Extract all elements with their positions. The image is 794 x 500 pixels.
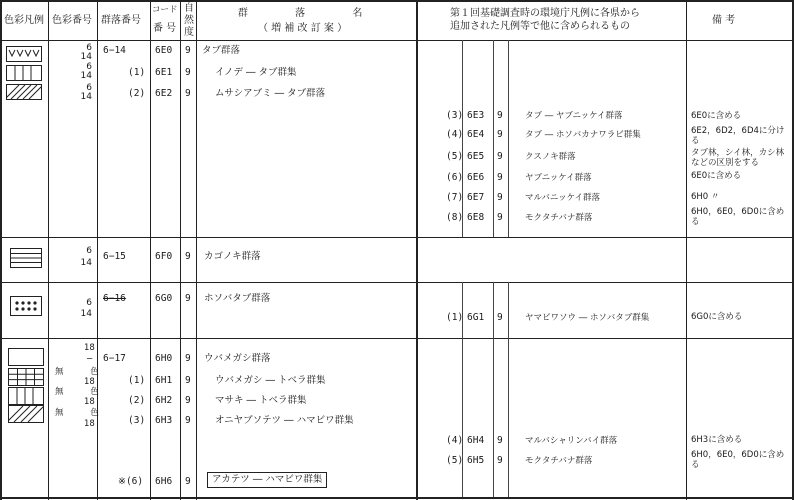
added-naturalness: 9 <box>497 455 503 466</box>
added-name: マルバシャリンバイ群落 <box>525 436 618 446</box>
code-number: 6E2 <box>155 88 173 99</box>
header-color-number: 色彩番号 <box>52 15 92 26</box>
code-number: 6E1 <box>155 67 173 78</box>
col-divider <box>180 0 181 500</box>
added-number: (4) <box>446 435 464 446</box>
community-name: ホソバタブ群落 <box>204 293 271 304</box>
community-name: ウバメガシ ― トベラ群集 <box>215 375 326 386</box>
added-code: 6E3 <box>467 110 485 121</box>
sub-col-divider <box>462 338 463 497</box>
code-number: 6F0 <box>155 251 173 262</box>
color-number: 6 <box>86 83 92 93</box>
header-bottom-line <box>0 40 794 41</box>
header-survey-bottom: 追加された凡例等で他に含められるもの <box>450 21 630 32</box>
col-divider <box>48 0 49 500</box>
header-naturalness-2: 然 <box>184 15 194 26</box>
color-number: 6 <box>86 43 92 53</box>
added-number: (5) <box>446 455 464 466</box>
naturalness-value: 9 <box>185 476 191 487</box>
community-number: 6−16 <box>103 293 126 304</box>
added-name: ヤブニッケイ群落 <box>525 173 592 183</box>
remark: 6G0に含める <box>691 312 743 322</box>
community-number: 6−14 <box>103 45 126 56</box>
color-number: 14 <box>80 309 92 319</box>
added-naturalness: 9 <box>497 129 503 140</box>
header-community-name-sub: （ 増 補 改 訂 案 ） <box>258 23 348 34</box>
code-number: 6H1 <box>155 375 173 386</box>
header-community-number: 群落番号 <box>101 15 141 26</box>
color-number: 18 <box>84 343 95 353</box>
color-number: 6 <box>86 298 92 308</box>
col-divider <box>686 0 687 500</box>
color-number: 6 <box>86 62 92 72</box>
color-number: 無 色 <box>55 408 99 418</box>
code-number: 6G0 <box>155 293 173 304</box>
sub-col-divider <box>493 338 494 497</box>
color-number: 14 <box>80 52 92 62</box>
sub-col-divider <box>493 282 494 338</box>
community-name: ウバメガシ群落 <box>204 353 271 364</box>
color-number: 無 色 <box>55 387 99 397</box>
color-number: 14 <box>80 258 92 268</box>
section-divider <box>0 237 794 238</box>
added-code: 6H4 <box>467 435 485 446</box>
color-number: 6 <box>86 246 92 256</box>
sub-col-divider <box>508 338 509 497</box>
added-code: 6H5 <box>467 455 485 466</box>
added-name: ヤマビワソウ ― ホソバタブ群集 <box>525 313 650 323</box>
header-naturalness-3: 度 <box>184 27 194 38</box>
remark: タブ林，シイ林，カシ林などの区別をする <box>691 148 785 169</box>
naturalness-value: 9 <box>185 45 191 56</box>
community-number: (1) <box>128 67 146 78</box>
code-number: 6H0 <box>155 353 173 364</box>
added-naturalness: 9 <box>497 435 503 446</box>
section-divider <box>0 282 794 283</box>
naturalness-value: 9 <box>185 375 191 386</box>
color-number: 18 <box>84 397 95 407</box>
color-number: 18 <box>84 377 95 387</box>
header-naturalness-1: 自 <box>184 3 194 14</box>
added-naturalness: 9 <box>497 151 503 162</box>
added-naturalness: 9 <box>497 192 503 203</box>
added-code: 6G1 <box>467 312 485 323</box>
added-code: 6E6 <box>467 172 485 183</box>
community-number: (2) <box>128 88 146 99</box>
remark: 6H3に含める <box>691 435 743 445</box>
added-naturalness: 9 <box>497 110 503 121</box>
swatch-diagonal <box>6 84 42 100</box>
remark: 6H0，6E0，6D0に含める <box>691 450 785 471</box>
community-number: (1) <box>128 375 146 386</box>
header-remarks: 備 考 <box>712 15 736 26</box>
code-number: 6H3 <box>155 415 173 426</box>
header-community-name: 群 落 名 <box>238 8 385 19</box>
added-name: タブ ― ホソバカナワラビ群集 <box>525 130 641 140</box>
table-border-top <box>0 0 794 2</box>
col-divider <box>196 0 197 500</box>
added-number: (4) <box>446 129 464 140</box>
added-name: モクタチバナ群落 <box>525 456 593 466</box>
sub-col-divider <box>462 282 463 338</box>
added-number: (6) <box>446 172 464 183</box>
naturalness-value: 9 <box>185 395 191 406</box>
added-naturalness: 9 <box>497 172 503 183</box>
sub-col-divider <box>493 40 494 237</box>
remark: 6E2，6D2，6D4に分ける <box>691 126 785 147</box>
swatch-blank <box>8 348 44 366</box>
swatch-grid <box>8 368 44 386</box>
added-name: クスノキ群落 <box>525 152 576 162</box>
added-code: 6E4 <box>467 129 485 140</box>
sub-col-divider <box>508 40 509 237</box>
col-divider <box>150 0 151 500</box>
swatch-dots <box>10 296 42 316</box>
added-code: 6E7 <box>467 192 485 203</box>
community-name: ムサシアブミ ― タブ群落 <box>215 88 326 99</box>
added-name: モクタチバナ群落 <box>525 213 593 223</box>
sub-col-divider <box>508 282 509 338</box>
added-name: タブ ― ヤブニッケイ群落 <box>525 111 623 121</box>
added-name: マルバニッケイ群落 <box>525 193 600 203</box>
swatch-diagonal <box>8 405 44 423</box>
added-number: (5) <box>446 151 464 162</box>
col-divider <box>97 0 98 500</box>
code-number: 6H6 <box>155 476 173 487</box>
community-number: (2) <box>128 395 146 406</box>
color-number: 14 <box>80 71 92 81</box>
swatch-vlines <box>8 387 44 405</box>
header-survey-top: 第１回基礎調査時の環境庁凡例に各県から <box>450 8 640 19</box>
added-number: (8) <box>446 212 464 223</box>
color-number: 18 <box>84 419 95 429</box>
added-code: 6E5 <box>467 151 485 162</box>
table-border-left <box>0 0 2 500</box>
naturalness-value: 9 <box>185 293 191 304</box>
community-number: 6−15 <box>103 251 126 262</box>
table-border-bottom <box>0 497 794 499</box>
community-name: マサキ ― トベラ群集 <box>215 395 307 406</box>
code-number: 6E0 <box>155 45 173 56</box>
swatch-wave <box>6 46 42 62</box>
naturalness-value: 9 <box>185 353 191 364</box>
swatch-hlines <box>10 248 42 268</box>
code-number: 6H2 <box>155 395 173 406</box>
added-naturalness: 9 <box>497 312 503 323</box>
community-name: イノデ ― タブ群集 <box>215 67 297 78</box>
header-code-top: コード <box>152 5 178 15</box>
header-color-example: 色彩凡例 <box>4 15 44 26</box>
community-number: (3) <box>128 415 146 426</box>
header-code-bottom: 番 号 <box>153 23 177 34</box>
naturalness-value: 9 <box>185 88 191 99</box>
added-number: (1) <box>446 312 464 323</box>
naturalness-value: 9 <box>185 415 191 426</box>
added-code: 6E8 <box>467 212 485 223</box>
community-name: オニヤブソテツ ― ハマビワ群集 <box>215 415 354 426</box>
community-number: ※(6) <box>118 476 144 487</box>
color-number: 無 色 <box>55 367 99 377</box>
remark: 6E0に含める <box>691 171 742 181</box>
swatch-vlines <box>6 65 42 81</box>
remark: 6H0 〃 <box>691 192 720 202</box>
section-divider <box>0 338 794 339</box>
color-number: − <box>86 354 94 364</box>
community-name: タブ群落 <box>202 45 241 56</box>
added-number: (7) <box>446 192 464 203</box>
naturalness-value: 9 <box>185 67 191 78</box>
community-number: 6−17 <box>103 353 126 364</box>
remark: 6E0に含める <box>691 111 742 121</box>
color-number: 14 <box>80 92 92 102</box>
added-number: (3) <box>446 110 464 121</box>
community-name-boxed: アカテツ ― ハマビワ群集 <box>207 472 327 488</box>
remark: 6H0，6E0，6D0に含める <box>691 207 785 228</box>
added-naturalness: 9 <box>497 212 503 223</box>
col-divider <box>416 0 418 500</box>
community-name: カゴノキ群落 <box>204 251 261 262</box>
naturalness-value: 9 <box>185 251 191 262</box>
